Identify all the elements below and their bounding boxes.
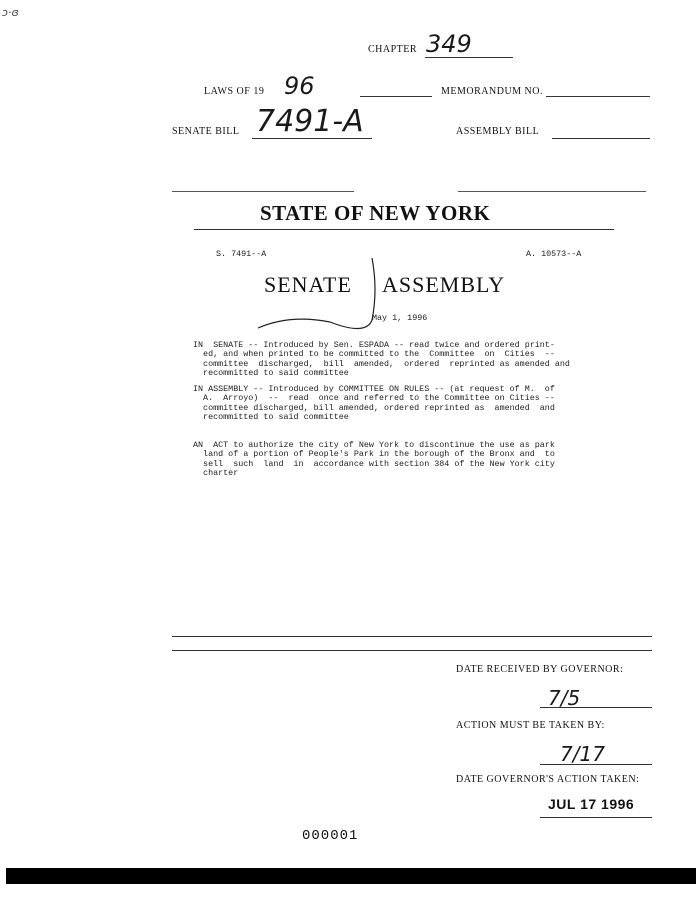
scan-bottom-band xyxy=(6,868,696,884)
corner-mark: ɔ·ɞ xyxy=(2,6,19,19)
assembly-bill-label: ASSEMBLY BILL xyxy=(456,126,540,137)
laws-underline xyxy=(360,96,432,97)
page-number: 000001 xyxy=(302,828,359,844)
senate-introduction: IN SENATE -- Introduced by Sen. ESPADA -- read twice and ordered print- ed, and when printed to be committed to the Committee on Cities -- committee discharged, bill amended, ordered reprinted as amended and recommitted to said committee xyxy=(193,340,570,379)
bill-date: May 1, 1996 xyxy=(372,313,428,323)
assembly-bill-underline xyxy=(552,138,650,139)
action-must-value: 7/17 xyxy=(560,742,605,766)
action-must-label: ACTION MUST BE TAKEN BY: xyxy=(456,720,605,731)
chapter-label: CHAPTER xyxy=(368,44,418,55)
date-received-underline xyxy=(540,707,652,708)
footer-rule-bottom xyxy=(172,650,652,651)
divider-right xyxy=(458,191,646,192)
action-must-underline xyxy=(540,764,652,765)
laws-label: LAWS OF 19 xyxy=(204,86,265,97)
assembly-heading: ASSEMBLY xyxy=(382,272,506,297)
bracket-mark xyxy=(250,250,390,350)
action-taken-underline xyxy=(540,817,652,818)
act-description: AN ACT to authorize the city of New York to discontinue the use as park land of a portion of People's Park in the borough of the Bronx and to sell such land in accordance with section 384 of the New York city charter xyxy=(193,440,555,479)
assembly-bill-number: A. 10573--A xyxy=(526,249,582,259)
memo-label: MEMORANDUM NO. xyxy=(441,86,544,97)
assembly-introduction: IN ASSEMBLY -- Introduced by COMMITTEE ON RULES -- (at request of M. of A. Arroyo) -- read once and referred to the Committee on Cities -- committee discharged, bill amended, ordered reprinted as amended and recommitted to said committee xyxy=(193,384,555,423)
state-title-rule xyxy=(194,229,614,230)
chapter-underline xyxy=(425,57,513,58)
senate-bill-underline xyxy=(252,138,372,139)
divider-left xyxy=(172,191,354,192)
chapter-value: 349 xyxy=(426,30,472,58)
date-received-value: 7/5 xyxy=(548,686,581,710)
date-received-label: DATE RECEIVED BY GOVERNOR: xyxy=(456,664,624,675)
state-title: STATE OF NEW YORK xyxy=(260,201,491,225)
laws-value: 96 xyxy=(284,72,315,100)
senate-bill-label: SENATE BILL xyxy=(172,126,240,137)
senate-heading: SENATE xyxy=(264,272,352,297)
action-taken-label: DATE GOVERNOR'S ACTION TAKEN: xyxy=(456,774,640,785)
memo-underline xyxy=(546,96,650,97)
footer-rule-top xyxy=(172,636,652,637)
senate-bill-number: S. 7491--A xyxy=(216,249,267,259)
senate-bill-value: 7491-A xyxy=(256,104,364,139)
action-taken-value: JUL 17 1996 xyxy=(548,796,635,812)
